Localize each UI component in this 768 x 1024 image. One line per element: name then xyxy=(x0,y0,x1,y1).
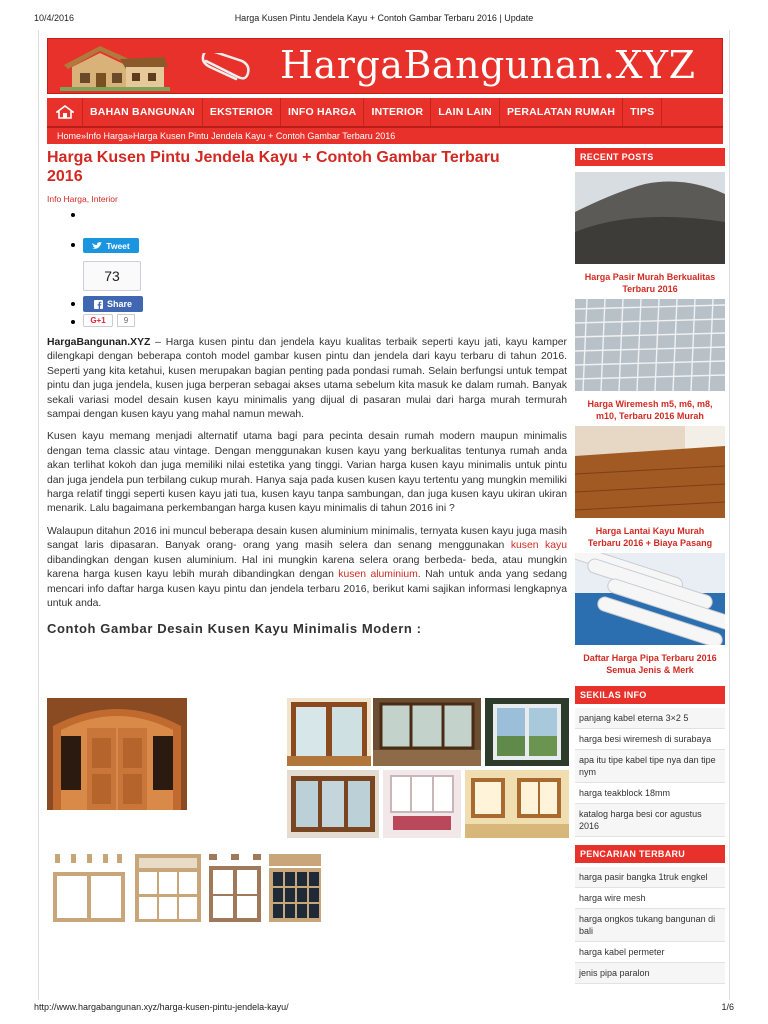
house-logo-icon xyxy=(60,43,170,91)
nav-item-bahan-bangunan[interactable]: BAHAN BANGUNAN xyxy=(83,98,203,126)
list-bullet xyxy=(71,320,75,324)
list-bullet xyxy=(71,213,75,217)
recent-post-link[interactable]: Harga Wiremesh m5, m6, m8, m10, Terbaru 2016 Murah xyxy=(587,399,713,421)
print-url: http://www.hargabangunan.xyz/harga-kusen-pintu-jendela-kayu/ xyxy=(34,1002,289,1012)
article-text: dibandingkan dengan kusen aluminium. Hal ini mungkin karena selera orang berbeda- beda, atau mungkin karena harga kusen kayu lebih murah dibandingkan dengan xyxy=(47,554,567,581)
print-footer xyxy=(0,998,768,1024)
link-kusen-aluminium[interactable]: kusen aluminium xyxy=(338,569,418,581)
recent-post-thumb-lantai-kayu[interactable] xyxy=(575,426,725,518)
recent-post-thumb-pipa[interactable] xyxy=(575,553,725,645)
article-paragraph xyxy=(47,525,567,611)
breadcrumb[interactable]: Home»Info Harga»Harga Kusen Pintu Jendela Kayu + Contoh Gambar Terbaru 2016 xyxy=(47,128,723,144)
list-item[interactable]: katalog harga besi cor agustus 2016 xyxy=(575,804,725,837)
home-icon xyxy=(56,105,74,119)
list-item[interactable]: harga besi wiremesh di surabaya xyxy=(575,729,725,750)
photo-window-view[interactable] xyxy=(485,698,569,766)
list-item[interactable]: panjang kabel eterna 3×2 5 xyxy=(575,708,725,729)
twitter-bird-icon xyxy=(92,242,102,250)
list-item[interactable]: harga pasir bangka 1truk engkel xyxy=(575,867,725,888)
print-title: Harga Kusen Pintu Jendela Kayu + Contoh Gambar Terbaru 2016 | Update xyxy=(234,13,534,23)
article-text: . Nah untuk anda yang sedang mencari info daftar harga kusen kayu pintu dan jendela terbaru 2016, berikut kami sajikan informasi lengkapnya untuk anda. xyxy=(47,569,568,609)
paperclip-icon xyxy=(200,53,252,83)
tweet-button[interactable] xyxy=(83,238,139,253)
illustration-window-frame-1[interactable] xyxy=(51,852,129,924)
recent-post-link[interactable]: Harga Lantai Kayu Murah Terbaru 2016 + Biaya Pasang xyxy=(587,526,713,548)
recent-post-thumb-wiremesh[interactable] xyxy=(575,299,725,391)
sekilas-info-list xyxy=(575,708,725,837)
article-paragraph: Kusen kayu memang menjadi alternatif utama bagi para pecinta desain rumah modern maupun minimalis dengan tema classic atau vintage. Dengan menggunakan kusen kayu yang berkualitas tentunya rumah anda akan terlihat kokoh dan juga memiliki nilai estetika yang tinggi. Varian harga kusen kayu minimalis untuk pintu dan juga jendela pun terbilang cukup murah. Hanya saja pada kusen kusen kayu tertentu yang mungkin memiliki harga relatif tinggi seperti kusen kayu jati tua, kusen kayu tanpa sambungan, dan juga kusen kayu ukiran ukiran menarik. Lalu bagaimana perkembangan harga kusen kayu minimalis di tahun 2016 ini ? xyxy=(47,431,567,515)
post-title: Harga Kusen Pintu Jendela Kayu + Contoh Gambar Terbaru 2016 xyxy=(47,149,500,185)
nav-item-interior[interactable]: INTERIOR xyxy=(364,98,431,126)
list-item[interactable]: harga ongkos tukang bangunan di bali xyxy=(575,909,725,942)
share-count: 73 xyxy=(83,261,141,291)
illustration-window-frame-3[interactable] xyxy=(207,852,263,924)
google-plus-button[interactable]: G+1 xyxy=(83,314,113,327)
link-kusen-kayu[interactable]: kusen kayu xyxy=(510,540,567,552)
article-text: Walaupun ditahun 2016 ini muncul beberapa desain kusen aluminium minimalis, ternyata kusen kayu juga masih sangat laris dipasaran. Banyak orang- orang yang masih selera dan senang menggunakan xyxy=(47,525,567,552)
illustration-window-frame-2[interactable] xyxy=(133,852,203,924)
list-item[interactable]: apa itu tipe kabel tipe nya dan tipe nym xyxy=(575,750,725,783)
share-buttons xyxy=(47,208,567,328)
photo-wood-frame-door[interactable] xyxy=(287,698,371,766)
main-nav xyxy=(47,98,723,128)
list-bullet xyxy=(71,243,75,247)
illustration-window-frame-4[interactable] xyxy=(267,852,323,924)
facebook-share-button[interactable] xyxy=(83,296,143,312)
article-text: – Harga kusen pintu dan jendela kayu kualitas terbaik seperti kayu jati, kayu kamper dilengkapi dengan beberapa contoh model gambar kusen pintu dan jendela dari kayu terbaru di tahun 2016. Seperti yang kita ketahui, kusen merupakan bagian penting pada pondasi rumah. Selain berfungsi untuk tempat pintu dan juga jendela, kusen juga berperan sebagai akses utama sebelum kita masuk ke dalam rumah. Banyak sekali variasi model desain kusen kayu minimalis yang dijual di pasaran mulai dari harga murah termurah sampai dengan kusen kayu yang mahal namun mewah. xyxy=(47,337,567,421)
nav-item-tips[interactable]: TIPS xyxy=(623,98,662,126)
facebook-share-label: Share xyxy=(106,299,132,309)
print-date: 10/4/2016 xyxy=(34,13,75,23)
pencarian-terbaru-list xyxy=(575,867,725,984)
site-banner[interactable] xyxy=(47,38,723,94)
main-content xyxy=(47,148,567,636)
nav-item-peralatan-rumah[interactable]: PERALATAN RUMAH xyxy=(500,98,623,126)
google-plus-count: 9 xyxy=(117,314,135,327)
photo-bright-room-window[interactable] xyxy=(465,770,569,838)
recent-post-link[interactable]: Daftar Harga Pipa Terbaru 2016 Semua Jenis & Merk xyxy=(583,653,717,675)
nav-home[interactable] xyxy=(47,98,83,126)
site-name: HargaBangunan.XYZ xyxy=(280,43,696,87)
list-item[interactable]: jenis pipa paralon xyxy=(575,963,725,984)
page xyxy=(38,30,730,1000)
section-heading: Contoh Gambar Desain Kusen Kayu Minimalis Modern : xyxy=(47,621,422,637)
recent-post-thumb-pasir[interactable] xyxy=(575,172,725,264)
photo-living-room-window[interactable] xyxy=(373,698,481,766)
nav-item-eksterior[interactable]: EKSTERIOR xyxy=(203,98,281,126)
sekilas-info-heading: SEKILAS INFO xyxy=(575,686,725,704)
recent-posts-heading: RECENT POSTS xyxy=(575,148,725,166)
print-header xyxy=(0,0,768,26)
article-lead: HargaBangunan.XYZ xyxy=(47,337,151,348)
photo-brown-window[interactable] xyxy=(287,770,379,838)
list-item[interactable]: harga kabel permeter xyxy=(575,942,725,963)
nav-item-lain-lain[interactable]: LAIN LAIN xyxy=(431,98,500,126)
post-categories[interactable]: Info Harga, Interior xyxy=(47,194,118,204)
list-item[interactable]: harga wire mesh xyxy=(575,888,725,909)
article-paragraph xyxy=(47,336,567,422)
recent-post-link[interactable]: Harga Pasir Murah Berkualitas Terbaru 2016 xyxy=(584,272,716,294)
tweet-label: Tweet xyxy=(106,240,130,251)
print-page-number: 1/6 xyxy=(721,1002,734,1012)
facebook-icon xyxy=(94,300,103,309)
photo-bay-window[interactable] xyxy=(383,770,461,838)
photo-wooden-door[interactable] xyxy=(47,698,187,810)
list-item[interactable]: harga teakblock 18mm xyxy=(575,783,725,804)
list-bullet xyxy=(71,302,75,306)
pencarian-terbaru-heading: PENCARIAN TERBARU xyxy=(575,845,725,863)
sidebar xyxy=(575,148,725,984)
nav-item-info-harga[interactable]: INFO HARGA xyxy=(281,98,365,126)
gallery xyxy=(47,698,569,928)
